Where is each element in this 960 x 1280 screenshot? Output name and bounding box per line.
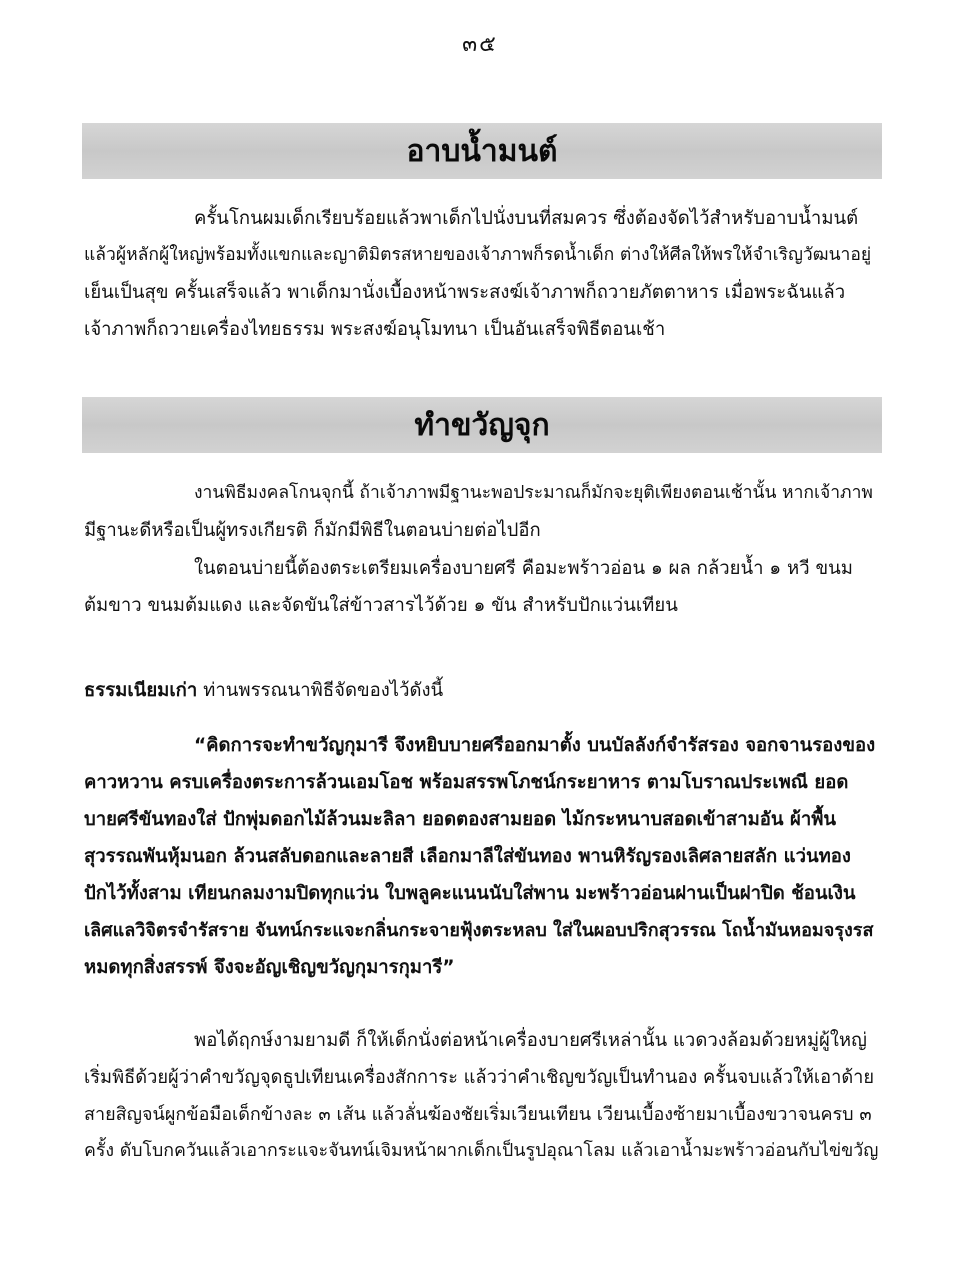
quote-line: ปักไว้ทั้งสาม เทียนกลมงามปิดทุกแว่น ใบพลูคะแนนนับใส่พาน มะพร้าวอ่อนฝานเป็นฝาปิด ช้อนเงิน bbox=[84, 883, 856, 904]
text-line: งานพิธีมงคลโกนจุกนี้ ถ้าเจ้าภาพมีฐานะพอประมาณก็มักจะยุติเพียงตอนเช้านั้น หากเจ้าภาพ bbox=[194, 483, 873, 503]
text-line: ครั้ง ดับโบกควันแล้วเอากระแจะจันทน์เจิมหน้าผากเด็กเป็นรูปอุณาโลม แล้วเอาน้ำมะพร้าวอ่อนกับไข่ขวัญ bbox=[84, 1141, 879, 1161]
quote-line: บายศรีขันทองใส่ ปักพุ่มดอกไม้ล้วนมะลิลา ยอดตองสามยอด ไม้กระหนาบสอดเข้าสามอัน ผ้าพื้น bbox=[84, 809, 837, 830]
section-banner-bathing bbox=[82, 123, 882, 179]
paragraph-bathing bbox=[84, 200, 880, 348]
text-line: ในตอนบ่ายนี้ต้องตระเตรียมเครื่องบายศรี คือมะพร้าวอ่อน ๑ ผล กล้วยน้ำ ๑ หวี ขนม bbox=[194, 558, 853, 579]
tradition-label: ธรรมเนียมเก่า bbox=[84, 680, 198, 701]
quote-line: “คิดการจะทำขวัญกุมารี จึงหยิบบายศรีออกมาตั้ง บนบัลลังก์จำรัสรอง จอกจานรองของ bbox=[194, 735, 876, 756]
text-line: สายสิญจน์ผูกข้อมือเด็กข้างละ ๓ เส้น แล้วลั่นฆ้องชัยเริ่มเวียนเทียน เวียนเบื้องซ้ายมาเบื้องขวาจนครบ ๓ bbox=[84, 1104, 872, 1125]
text-line: พอได้ฤกษ์งามยามดี ก็ให้เด็กนั่งต่อหน้าเครื่องบายศรีเหล่านั้น แวดวงล้อมด้วยหมู่ผู้ใหญ่ bbox=[194, 1030, 867, 1051]
text-line: เจ้าภาพก็ถวายเครื่องไทยธรรม พระสงฆ์อนุโมทนา เป็นอันเสร็จพิธีตอนเช้า bbox=[84, 319, 666, 340]
tradition-heading bbox=[84, 672, 880, 709]
page-number: ๓๕ bbox=[462, 32, 498, 57]
quote-line: สุวรรณพันหุ้มนอก ล้วนสลับดอกและลายสี เลือกมาลีใส่ขันทอง พานหิรัญรองเลิศลายสลัก แว่นทอง bbox=[84, 846, 851, 867]
quote-block bbox=[84, 727, 880, 986]
text-line: เย็นเป็นสุข ครั้นเสร็จแล้ว พาเด็กมานั่งเบื้องหน้าพระสงฆ์เจ้าภาพก็ถวายภัตตาหาร เมื่อพระฉันแล้ว bbox=[84, 282, 846, 303]
text-line: ครั้นโกนผมเด็กเรียบร้อยแล้วพาเด็กไปนั่งบนที่สมควร ซึ่งต้องจัดไว้สำหรับอาบน้ำมนต์ bbox=[194, 208, 859, 229]
text-line: เริ่มพิธีด้วยผู้ว่าคำขวัญจุดธูปเทียนเครื่องสักการะ แล้วว่าคำเชิญขวัญเป็นทำนอง ครั้นจบแล้วให้เอาด้าย bbox=[84, 1067, 875, 1088]
section-title-topknot: ทำขวัญจุก bbox=[414, 407, 550, 443]
section-title-bathing: อาบน้ำมนต์ bbox=[406, 133, 558, 169]
paragraph-afternoon-prep bbox=[84, 550, 880, 624]
quote-line: เลิศแลวิจิตรจำรัสราย จันทน์กระแจะกลิ่นกระจายฟุ้งตระหลบ ใส่ในผอบปริกสุวรรณ โถน้ำมันหอมจรุงรส bbox=[84, 920, 874, 941]
paragraph-topknot-intro bbox=[84, 475, 880, 549]
text-line: แล้วผู้หลักผู้ใหญ่พร้อมทั้งแขกและญาติมิตรสหายของเจ้าภาพก็รดน้ำเด็ก ต่างให้ศีลให้พรให้จำเริญวัฒนาอยู่ bbox=[84, 245, 872, 265]
paragraph-ceremony bbox=[84, 1022, 880, 1170]
quote-line: หมดทุกสิ่งสรรพ์ จึงจะอัญเชิญขวัญกุมารกุมารี” bbox=[84, 957, 455, 978]
quote-line: คาวหวาน ครบเครื่องตระการล้วนเอมโอช พร้อมสรรพโภชน์กระยาหาร ตามโบราณประเพณี ยอด bbox=[84, 772, 849, 793]
section-banner-topknot bbox=[82, 397, 882, 453]
text-line: มีฐานะดีหรือเป็นผู้ทรงเกียรติ ก็มักมีพิธีในตอนบ่ายต่อไปอีก bbox=[84, 520, 541, 541]
tradition-text: ท่านพรรณนาพิธีจัดของไว้ดังนี้ bbox=[197, 680, 444, 701]
text-line: ต้มขาว ขนมต้มแดง และจัดขันใส่ข้าวสารไว้ด้วย ๑ ขัน สำหรับปักแว่นเทียน bbox=[84, 595, 678, 616]
